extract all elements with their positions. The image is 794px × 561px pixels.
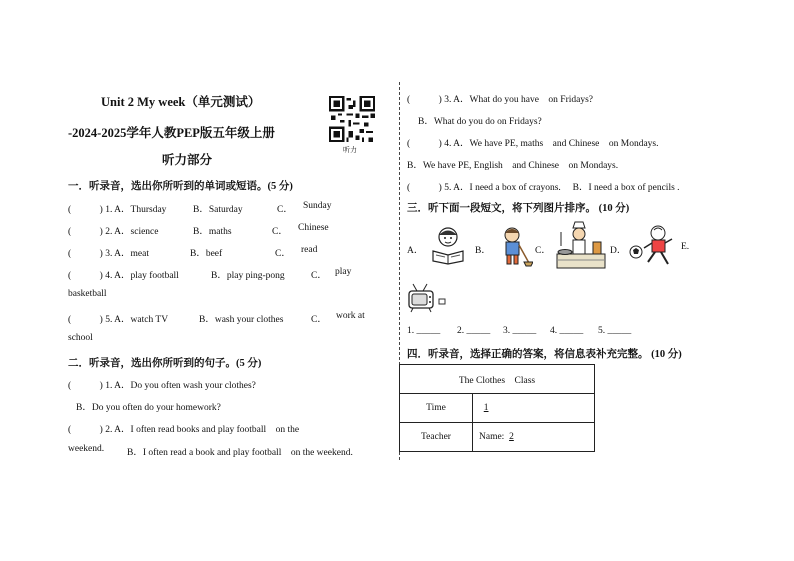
pic-label-e: E. (681, 242, 690, 252)
table-row (400, 394, 595, 423)
s1-q2-c-label: C． (272, 227, 288, 237)
s2-q2-b: B．I often read a book and play football on the weekend. (127, 448, 353, 458)
s1-q2-c: Chinese (298, 223, 329, 233)
table-header: The Clothes Class (400, 365, 595, 394)
child-sweeping-picture (493, 225, 533, 267)
football-picture (628, 224, 678, 268)
teacher-cell[interactable] (473, 423, 595, 452)
name-prefix: Name: (479, 432, 505, 442)
pic-label-d: D． (610, 246, 627, 256)
small-icon (437, 296, 447, 306)
s1-q3-c-label: C． (275, 249, 291, 259)
table-row (400, 365, 595, 394)
order-blank-3[interactable]: 3. _____ (503, 326, 537, 336)
s2-q2-a: ( ) 2. A．I often read books and play football on the (68, 425, 300, 435)
s2-q1-a: ( ) 1. A．Do you often wash your clothes? (68, 381, 256, 391)
time-cell[interactable] (473, 394, 595, 423)
s1-q4-a: ( ) 4. A．play football (68, 271, 179, 281)
time-blank[interactable]: 1 (483, 403, 489, 413)
section-1-heading: 一．听录音，选出你所听到的单词或短语。(5 分) (68, 181, 293, 192)
s2-q3-a: ( ) 3. A．What do you have on Fridays? (407, 95, 594, 105)
table-row (400, 423, 595, 452)
s1-q3-c: read (301, 245, 318, 255)
teacher-label: Teacher (400, 423, 473, 452)
pic-label-c: C． (535, 246, 551, 256)
s1-q5-a: ( ) 5. A．watch TV (68, 315, 169, 325)
s1-q3-a: ( ) 3. A．meat (68, 249, 150, 259)
s1-q4-wrap: basketball (68, 289, 107, 299)
s1-q2-b: B．maths (193, 227, 232, 237)
s1-q4-c-label: C． (311, 271, 327, 281)
section-4-heading: 四．听录音，选择正确的答案，将信息表补充完整。 (10 分) (407, 349, 682, 360)
s1-q5-wrap: school (68, 333, 93, 343)
cooking-picture (555, 220, 607, 270)
page-title: Unit 2 My week（单元测试） (101, 95, 261, 109)
qr-caption: 听力 (343, 146, 357, 154)
tv-picture (407, 283, 437, 313)
time-label: Time (400, 394, 473, 423)
listening-part-title: 听力部分 (162, 153, 213, 167)
s2-q3-b: B．What do you do on Fridays? (418, 117, 542, 127)
s1-q4-c: play (335, 267, 352, 277)
s1-q1-c: Sunday (303, 201, 332, 211)
s2-q2-a-wrap: weekend. (68, 444, 105, 454)
s2-q4-b: B．We have PE, English and Chinese on Mondays. (407, 161, 619, 171)
s2-q5: ( ) 5. A．I need a box of crayons. B．I need a box of pencils . (407, 183, 680, 193)
s1-q5-b: B．wash your clothes (199, 315, 284, 325)
s1-q5-c-label: C． (311, 315, 327, 325)
qr-code-icon[interactable] (329, 96, 375, 142)
pic-label-b: B． (475, 246, 491, 256)
s1-q1-a: ( ) 1. A．Thursday (68, 205, 167, 215)
order-blank-2[interactable]: 2. _____ (457, 326, 491, 336)
pic-label-a: A． (407, 246, 424, 256)
info-table (399, 364, 595, 452)
s1-q5-c: work at (336, 311, 365, 321)
s1-q1-b: B．Saturday (193, 205, 243, 215)
section-3-heading: 三．听下面一段短文，将下列图片排序。 (10 分) (407, 203, 630, 214)
s2-q4-a: ( ) 4. A．We have PE, maths and Chinese on Mondays. (407, 139, 659, 149)
order-blank-5[interactable]: 5. _____ (598, 326, 632, 336)
section-2-heading: 二．听录音，选出你所听到的句子。(5 分) (68, 358, 262, 369)
child-reading-picture (425, 225, 471, 265)
order-blank-1[interactable]: 1. _____ (407, 326, 441, 336)
s2-q1-b: B．Do you often do your homework? (76, 403, 221, 413)
order-blank-4[interactable]: 4. _____ (550, 326, 584, 336)
s1-q2-a: ( ) 2. A．science (68, 227, 159, 237)
s1-q4-b: B．play ping-pong (211, 271, 285, 281)
page-subtitle: -2024-2025学年人教PEP版五年级上册 (68, 126, 275, 140)
teacher-name-blank[interactable]: 2 (509, 432, 514, 442)
s1-q3-b: B．beef (190, 249, 223, 259)
s1-q1-c-label: C． (277, 205, 293, 215)
